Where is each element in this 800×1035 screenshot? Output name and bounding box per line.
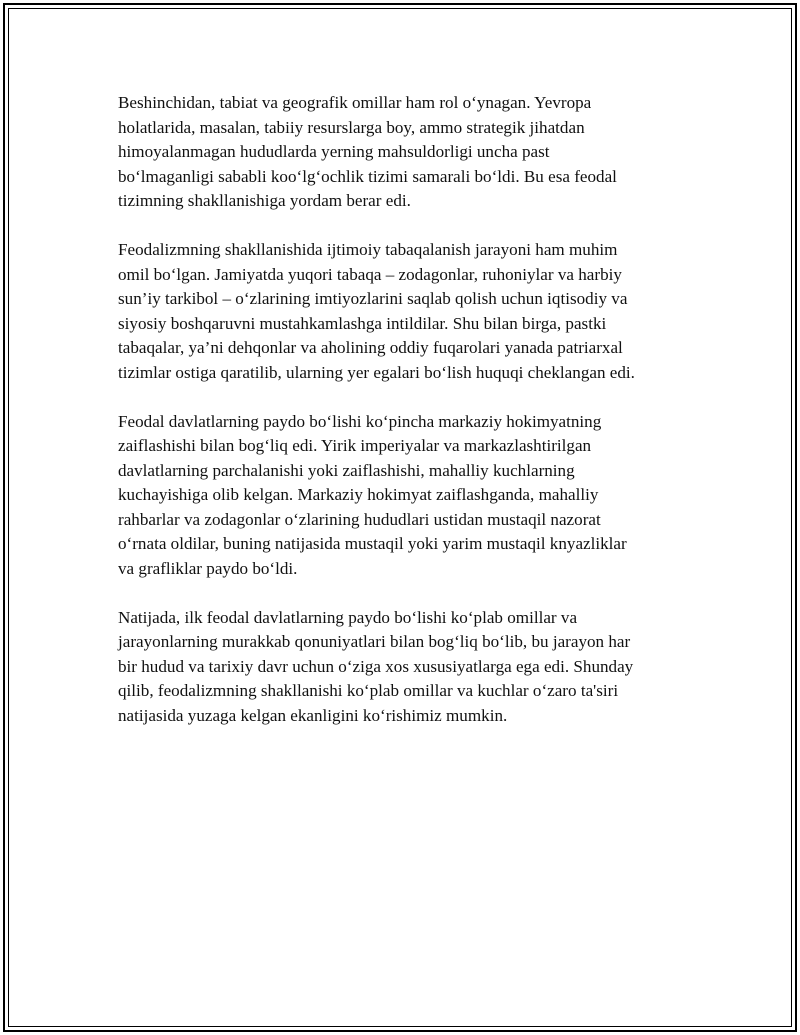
text-line: tabaqalar, ya’ni dehqonlar va aholining oddiy fuqarolari yanada patriarxal [118,338,623,357]
text-line: holatlarida, masalan, tabiiy resurslarga boy, ammo strategik jihatdan [118,117,585,137]
text-line: zaiflashishi bilan bogʻliq edi. Yirik imperiyalar va markazlashtirilgan [118,436,592,455]
document-body [118,91,678,753]
text-line: Feodalizmning shakllanishida ijtimoiy tabaqalanish jarayoni ham muhim [118,240,618,259]
paragraph-3 [118,410,678,582]
text-line: rahbarlar va zodagonlar oʻzlarining hududlari ustidan mustaqil nazorat [118,509,601,529]
text-line: oʻrnata oldilar, buning natijasida mustaqil yoki yarim mustaqil knyazliklar [118,534,627,553]
text-line: tizimning shakllanishiga yordam berar edi. [118,191,411,210]
text-line: natijasida yuzaga kelgan ekanligini koʻrishimiz mumkin. [118,705,508,725]
text-line: jarayonlarning murakkab qonuniyatlari bilan bogʻliq boʻlib, bu jarayon har [118,632,631,651]
paragraph-1 [118,91,678,214]
paragraph-4 [118,606,678,729]
text-line: bir hudud va tarixiy davr uchun oʻziga xos xususiyatlarga ega edi. Shunday [118,656,634,676]
text-line: himoyalanmagan hududlarda yerning mahsuldorligi uncha past [118,142,550,161]
text-line: Beshinchidan, tabiat va geografik omillar ham rol oʻynagan. Yevropa [118,93,592,112]
text-line: va grafliklar paydo boʻldi. [118,558,298,578]
text-line: tizimlar ostiga qaratilib, ularning yer egalari boʻlish huquqi cheklangan edi. [118,362,635,382]
text-line: kuchayishiga olib kelgan. Markaziy hokimyat zaiflashganda, mahalliy [118,485,599,504]
text-line: davlatlarning parchalanishi yoki zaiflashishi, mahalliy kuchlarning [118,460,575,480]
text-line: Feodal davlatlarning paydo boʻlishi koʻpincha markaziy hokimyatning [118,411,602,431]
text-line: sun’iy tarkibol – oʻzlarining imtiyozlarini saqlab qolish uchun iqtisodiy va [118,289,628,308]
text-line: siyosiy boshqaruvni mustahkamlashga intildilar. Shu bilan birga, pastki [118,313,607,333]
text-line: Natijada, ilk feodal davlatlarning paydo boʻlishi koʻplab omillar va [118,607,578,627]
text-line: omil boʻlgan. Jamiyatda yuqori tabaqa – zodagonlar, ruhoniylar va harbiy [118,264,622,284]
text-line: qilib, feodalizmning shakllanishi koʻplab omillar va kuchlar oʻzaro ta'siri [118,681,619,700]
paragraph-2 [118,238,678,385]
text-line: boʻlmaganligi sababli kooʻlgʻochlik tizimi samarali boʻldi. Bu esa feodal [118,166,617,186]
